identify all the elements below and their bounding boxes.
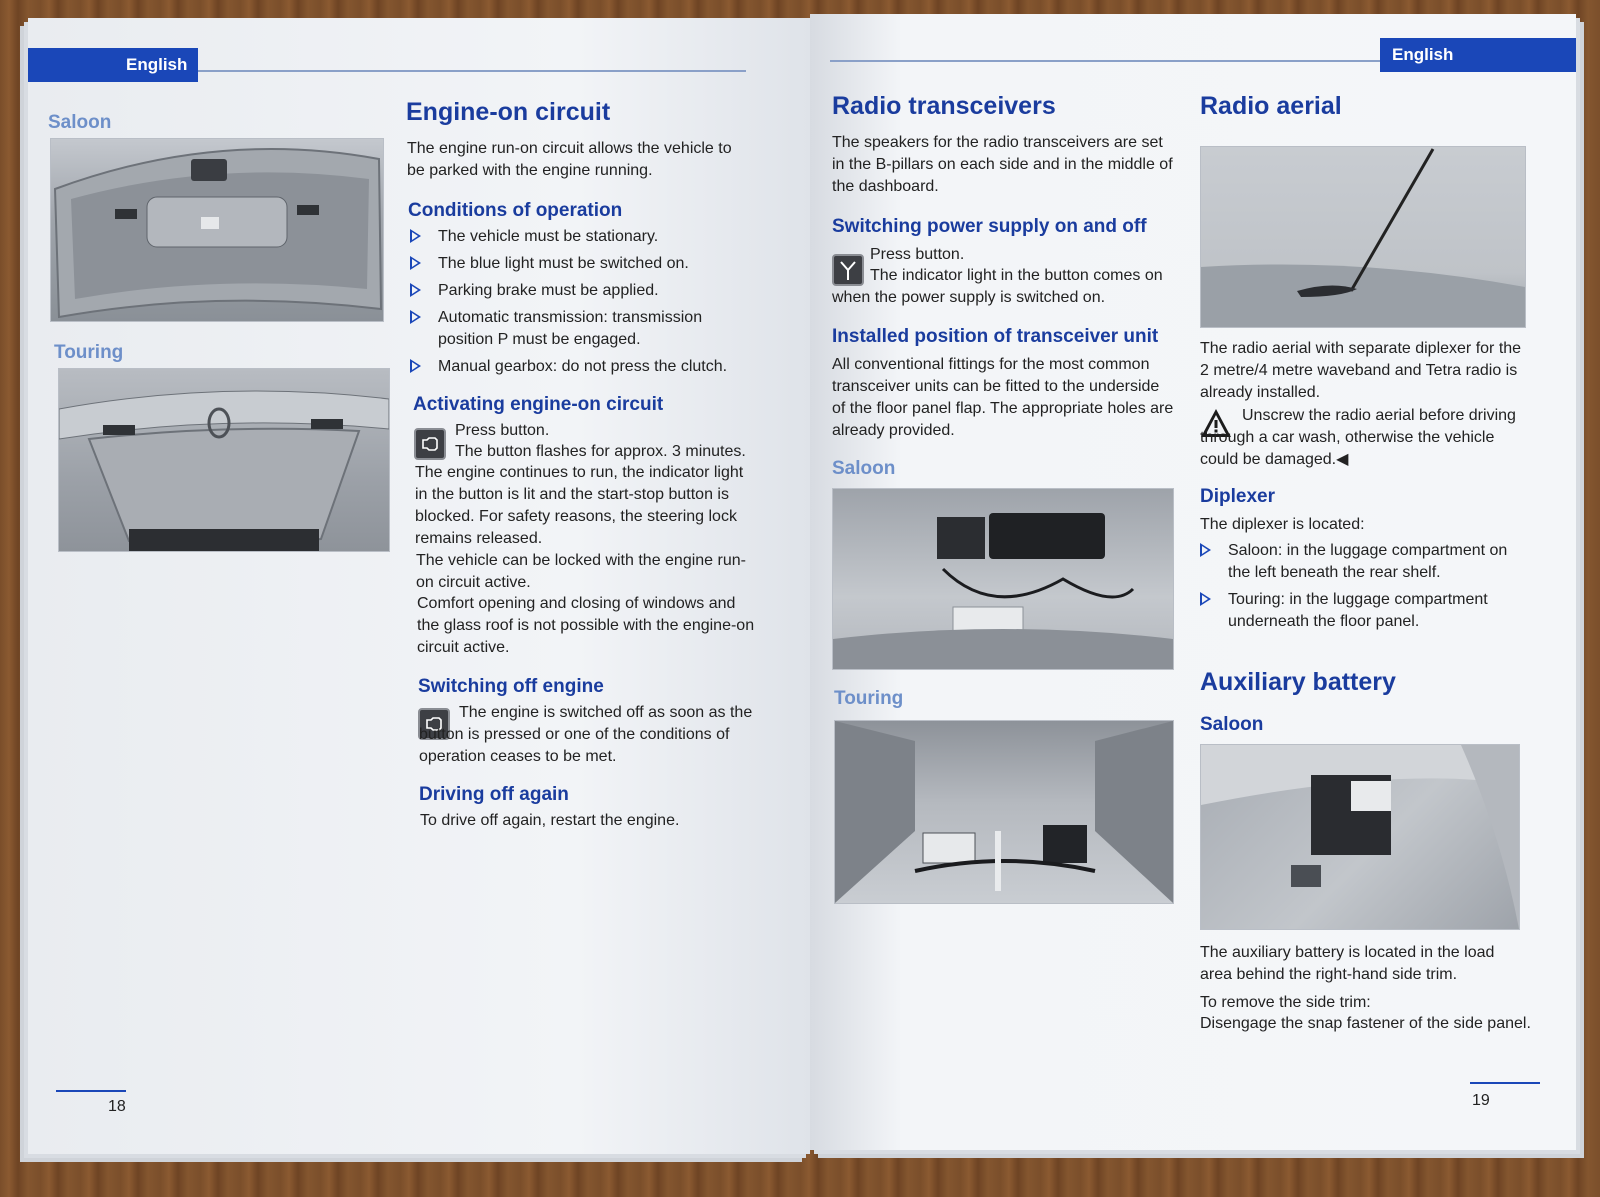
header-rule	[198, 70, 746, 72]
auxiliary-battery-saloon-heading: Saloon	[1200, 714, 1264, 735]
list-item: Saloon: in the luggage compartment on the left beneath the rear shelf.	[1200, 540, 1526, 584]
engine-on-intro: The engine run-on circuit allows the vehicle to be parked with the engine running.	[407, 140, 732, 179]
activating-para1: The engine continues to run, the indicator light in the button is lit and the start-stop button is blocked. For safety reasons, the steering lock remains released.	[415, 464, 744, 547]
bullet-triangle-icon	[410, 310, 421, 324]
saloon-boot-transceiver-photo	[832, 488, 1174, 670]
remove-trim-line1: To remove the side trim:	[1200, 994, 1371, 1011]
touring-label: Touring	[54, 342, 124, 363]
remove-trim-line2: Disengage the snap fastener of the side panel.	[1200, 1015, 1531, 1032]
language-tab: English	[28, 48, 198, 82]
bullet-triangle-icon	[1200, 592, 1211, 606]
activating-para3: Comfort opening and closing of windows and the glass roof is not possible with the engine-on circuit active.	[417, 595, 755, 656]
diplexer-intro: The diplexer is located:	[1200, 516, 1365, 533]
activating-heading: Activating engine-on circuit	[413, 394, 664, 415]
page-number: 19	[1472, 1092, 1490, 1109]
list-item: The vehicle must be stationary.	[410, 226, 730, 248]
saloon-tailgate-photo	[50, 138, 384, 322]
auxiliary-battery-photo	[1200, 744, 1520, 930]
radio-transceivers-text: The speakers for the radio transceivers are set in the B-pillars on each side and in the middle of the dashboard.	[832, 134, 1173, 195]
page-number: 18	[108, 1098, 126, 1115]
touring-floor-transceiver-photo	[834, 720, 1174, 904]
conditions-list	[410, 226, 730, 383]
left-page	[28, 18, 810, 1154]
power-supply-heading: Switching power supply on and off	[832, 216, 1147, 237]
language-tab: English	[1380, 38, 1576, 72]
driving-off-heading: Driving off again	[419, 784, 569, 805]
power-supply-line2: The indicator light in the button comes on when the power supply is switched on.	[832, 267, 1163, 306]
installed-position-text: All conventional fittings for the most common transceiver units can be fitted to the underside of the floor panel flap. The appropriate holes are already provided.	[832, 356, 1174, 439]
switching-off-text: The engine is switched off as soon as the button is pressed or one of the conditions of operation ceases to be met.	[419, 704, 753, 765]
saloon-label: Saloon	[832, 458, 896, 479]
radio-aerial-warning: Unscrew the radio aerial before driving through a car wash, otherwise the vehicle could be damaged.◀	[1200, 407, 1516, 468]
bullet-triangle-icon	[410, 359, 421, 373]
engine-button-icon	[414, 428, 446, 460]
touring-tailgate-photo	[58, 368, 390, 552]
switching-off-heading: Switching off engine	[418, 676, 604, 697]
bullet-triangle-icon	[410, 229, 421, 243]
touring-label: Touring	[834, 688, 904, 709]
saloon-label: Saloon	[48, 112, 112, 133]
engine-on-title: Engine-on circuit	[406, 98, 611, 126]
header-rule	[830, 60, 1380, 62]
installed-position-heading: Installed position of transceiver unit	[832, 326, 1159, 347]
list-item: Manual gearbox: do not press the clutch.	[410, 356, 730, 378]
right-page	[810, 14, 1576, 1150]
bullet-triangle-icon	[1200, 543, 1211, 557]
radio-aerial-title: Radio aerial	[1200, 92, 1342, 120]
list-item: Parking brake must be applied.	[410, 280, 730, 302]
activating-line2: The button flashes for approx. 3 minutes.	[455, 443, 746, 460]
auxiliary-battery-title: Auxiliary battery	[1200, 668, 1396, 696]
footer-rule	[56, 1090, 126, 1092]
radio-aerial-photo	[1200, 146, 1526, 328]
diplexer-heading: Diplexer	[1200, 486, 1275, 507]
power-supply-line1: Press button.	[870, 246, 965, 263]
radio-transceivers-title: Radio transceivers	[832, 92, 1056, 120]
list-item: Automatic transmission: transmission position P must be engaged.	[410, 307, 730, 351]
list-item: Touring: in the luggage compartment underneath the floor panel.	[1200, 589, 1526, 633]
list-item: The blue light must be switched on.	[410, 253, 730, 275]
driving-off-text: To drive off again, restart the engine.	[420, 812, 680, 829]
conditions-heading: Conditions of operation	[408, 200, 623, 221]
auxiliary-battery-text: The auxiliary battery is located in the load area behind the right-hand side trim.	[1200, 944, 1495, 983]
bullet-triangle-icon	[410, 283, 421, 297]
radio-aerial-text: The radio aerial with separate diplexer for the 2 metre/4 metre waveband and Tetra radio is already installed.	[1200, 340, 1522, 401]
diplexer-list	[1200, 540, 1526, 638]
activating-line1: Press button.	[455, 422, 550, 439]
footer-rule	[1470, 1082, 1540, 1084]
bullet-triangle-icon	[410, 256, 421, 270]
activating-para2: The vehicle can be locked with the engine run-on circuit active.	[416, 552, 746, 591]
